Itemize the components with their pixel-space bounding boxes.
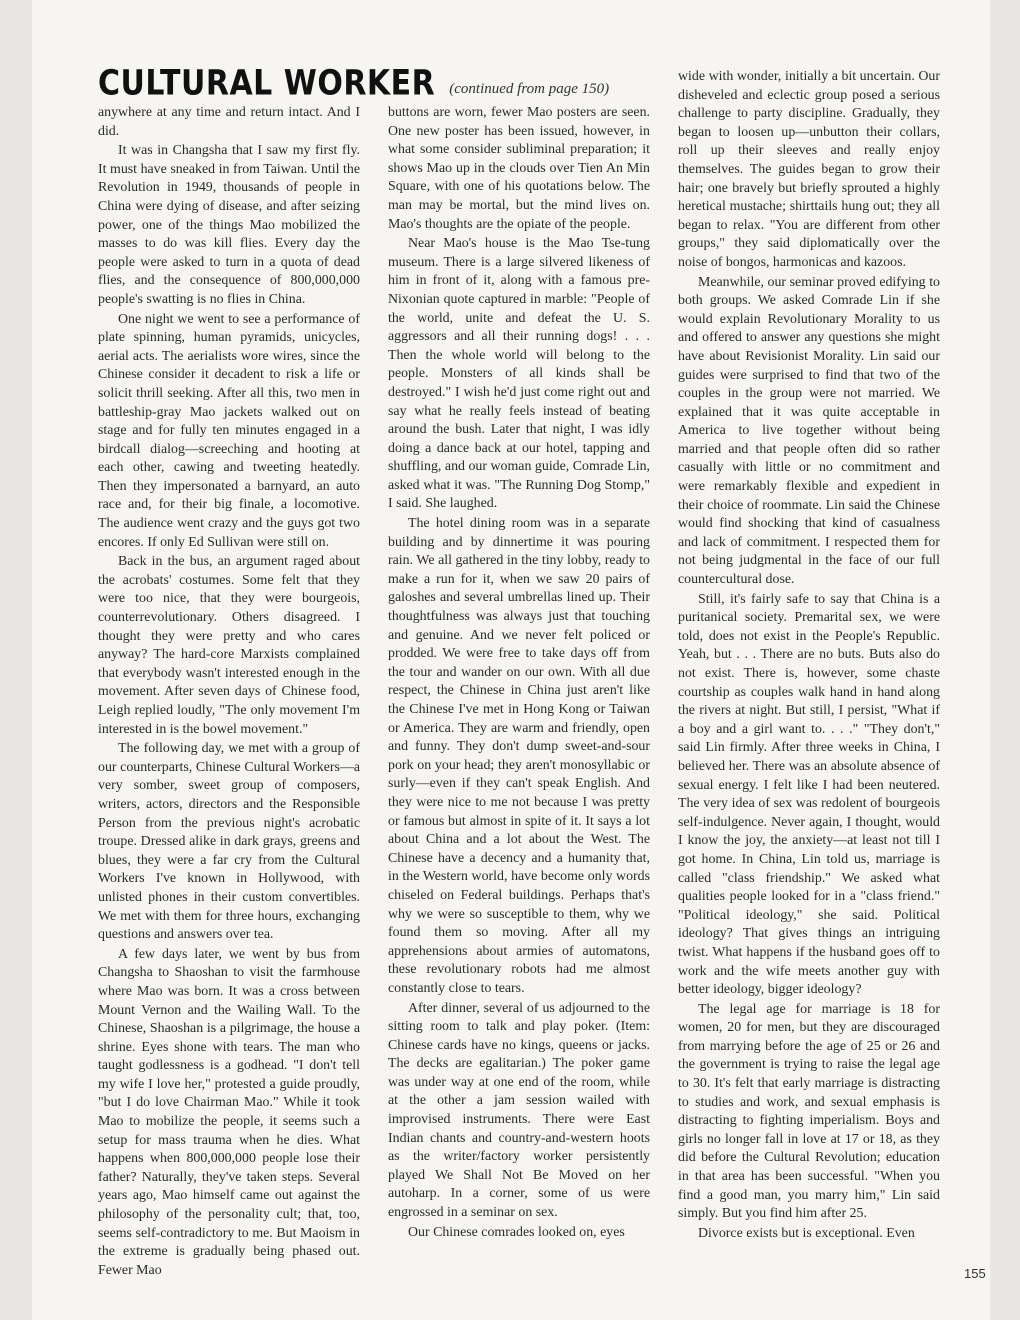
- paragraph: The hotel dining room was in a separate building and by dinnertime it was pouring rain. We all gathered in the tiny lobby, ready to make a run for it, when we saw 20 pairs of galoshes and several umbrellas lined up. Their thoughtfulness was always just that touching and genuine. And we never felt policed or prodded. We were free to take days off from the tour and wander on our own. With all due respect, the Chinese in China just aren't like the Chinese I've met in Hong Kong or Taiwan or America. They are warm and friendly, open and funny. They don't dump sweet-and-sour pork on your head; they aren't monosyllabic or surly—even if they can't speak English. And they were nice to me not because I was pretty or famous but almost in spite of it. It says a lot about China and a lot about the West. The Chinese have a decency and a humanity that, in the Western world, have become only words chiseled on Federal buildings. Perhaps that's why we were so susceptible to them, why we found them so moving. After all my apprehensions about armies of automatons, these revolutionary robots had me almost constantly close to tears.: [388, 516, 650, 996]
- paragraph: A few days later, we went by bus from Changsha to Shaoshan to visit the farmhouse where Mao was born. It was a cross between Mount Vernon and the Wailing Wall. To the Chinese, Shaoshan is a pilgrimage, the house a shrine. Eyes shone with tears. The man who taught godlessness is a godhead. "I don't tell my wife I love her," protested a guide proudly, "but I do love Chairman Mao." While it took Mao to mobilize the people, it seems such a setup for mass trauma when he dies. What happens when 800,000,000 people lose their father? Naturally, they've taken steps. Several years ago, Mao himself came out against the philosophy of the personality cult; that, too, seems self-contradictory to me. But Maoism in the extreme is gradually being phased out. Fewer Mao: [98, 946, 360, 1278]
- paragraph: wide with wonder, initially a bit uncertain. Our disheveled and eclectic group posed a serious challenge to party discipline. Gradually, they began to loosen up—unbutton their collars, roll up their sleeves and really enjoy themselves. The guides began to grow their hair; one bravely but briefly sprouted a highly heretical mustache; shirttails hung out; they all began to relax. "You are different from other groups," they said diplomatically over the noise of bongos, harmonicas and kazoos.: [678, 69, 940, 270]
- paragraph: The legal age for marriage is 18 for women, 20 for men, but they are discouraged from marrying before the age of 25 or 26 and the government is trying to raise the legal age to 30. It's felt that early marriage is distracting to studies and work, and sexual emphasis is distracting to fighting imperialism. Boys and girls no longer fall in love at 17 or 18, as they did before the Cultural Revolution; education in that area has been successful. "When you find a good man, you marry him," Lin said simply. But you find him after 25.: [678, 1001, 940, 1222]
- text-column-2: [388, 104, 650, 1242]
- continued-note: (continued from page 150): [449, 81, 610, 97]
- paragraph: buttons are worn, fewer Mao posters are seen. One new poster has been issued, however, in what some consider subliminal preparation; it shows Mao up in the clouds over Tien An Min Square, with one of his quotations below. The man may be mortal, but the mind lives on. Mao's thoughts are the opiate of the people.: [388, 105, 650, 232]
- text-column-1: [98, 104, 360, 1280]
- paragraph: It was in Changsha that I saw my first fly. It must have sneaked in from Taiwan. Until the Revolution in 1949, thousands of people in China were dying of disease, and after seizing power, one of the things Mao mobilized the masses to do was kill flies. Every day the people were asked to turn in a quota of dead flies, and the consequence of 800,000,000 people's swatting is no flies in China.: [98, 143, 360, 307]
- text-column-3: [678, 68, 940, 1243]
- article-title: CULTURAL WORKER: [98, 63, 436, 104]
- paragraph: After dinner, several of us adjourned to the sitting room to talk and play poker. (Item: Chinese cards have no kings, queens or jacks. The decks are egalitarian.) The poker game was under way at one end of the room, while at the other a jam session wailed with improvised instruments. There were East Indian chants and country-and-western hoots as the writer/factory worker persistently played We Shall Not Be Moved on her autoharp. In a corner, some of us were engrossed in a seminar on sex.: [388, 1000, 650, 1221]
- paragraph: Still, it's fairly safe to say that China is a puritanical society. Premarital sex, we were told, does not exist in the People's Republic. Yeah, but . . . There are no buts. Buts also do not exist. There is, however, some chaste courtship as couples walk hand in hand along the rivers at night. But still, I persist, "What if a boy and a girl want to. . . ." "They don't," said Lin firmly. After three weeks in China, I believed her. There was an absolute absence of sexual energy. I felt like I had been neutered. The very idea of sex was redolent of bourgeois self-indulgence. Never again, I thought, would I know the joy, the anxiety—at least not till I got home. In China, Lin told us, marriage is called "class friendship." We asked what qualities people looked for in a "class friend." "Political ideology," she said. Political ideology? That gives things an intriguing twist. What happens if the husband goes off to work and the wife meets another guy with better ideology, bigger ideology?: [678, 591, 940, 998]
- paragraph: Divorce exists but is exceptional. Even: [698, 1225, 915, 1241]
- page-number: 155: [964, 1266, 986, 1281]
- paragraph: The following day, we met with a group of our counterparts, Chinese Cultural Workers—a very somber, sweet group of composers, writers, actors, directors and the Responsible Person from the previous night's acrobatic troupe. Dressed alike in dark grays, greens and blues, they were a far cry from the Cultural Workers I've known in Hollywood, with unlisted phones in their custom convertibles. We met with them for three hours, exchanging questions and answers over tea.: [98, 741, 360, 943]
- paragraph: Back in the bus, an argument raged about the acrobats' costumes. Some felt that they were too nice, that they were bourgeois, counterrevolutionary. Others disagreed. I thought they were pretty and who cares anyway? The hard-core Marxists complained that everybody wasn't interested enough in the movement. After seven days of Chinese food, Leigh replied loudly, "The only movement I'm interested in is the bowel movement.": [98, 554, 360, 737]
- article-heading: [98, 63, 658, 106]
- paragraph: anywhere at any time and return intact. And I did.: [98, 105, 360, 139]
- magazine-page: [32, 0, 990, 1320]
- paragraph: One night we went to see a performance of plate spinning, human pyramids, unicycles, aerial acts. The aerialists wore wires, since the Chinese consider it decadent to risk a life or solicit thrill seeking. After all this, two men in battleship-gray Mao jackets walked out on stage and for fully ten minutes engaged in a birdcall dialog—screeching and hooting at each other, cawing and tweeting heatedly. Then they impersonated a barnyard, an auto race and, for their big finale, a locomotive. The audience went crazy and the guys got two encores. If only Ed Sullivan were still on.: [98, 311, 360, 550]
- paragraph: Meanwhile, our seminar proved edifying to both groups. We asked Comrade Lin if she would explain Revolutionary Morality to us and offered to answer any questions she might have about Revisionist Morality. Lin said our guides were surprised to find that two of the couples in the group were not married. We explained that it was quite acceptable in America to live together without being married and that people often did so rather casually with little or no commitment and were remarkably flexible and expedient in their choice of roommate. Lin said the Chinese would find shocking that kind of casualness and lack of commitment. I respected them for not being judgmental in the face of our full countercultural dose.: [678, 274, 940, 588]
- paragraph: Near Mao's house is the Mao Tse-tung museum. There is a large silvered likeness of him in front of it, along with a famous pre-Nixonian quote captured in marble: "People of the world, unite and defeat the U. S. aggressors and all their running dogs! . . . Then the whole world will belong to the people. Monsters of all kinds shall be destroyed." I wish he'd just come right out and say what he really feels instead of beating around the bush. Later that night, I was idly doing a dance back at our hotel, tapping and shuffling, and our woman guide, Comrade Lin, asked what it was. "The Running Dog Stomp," I said. She laughed.: [388, 236, 650, 512]
- paragraph: Our Chinese comrades looked on, eyes: [408, 1224, 625, 1240]
